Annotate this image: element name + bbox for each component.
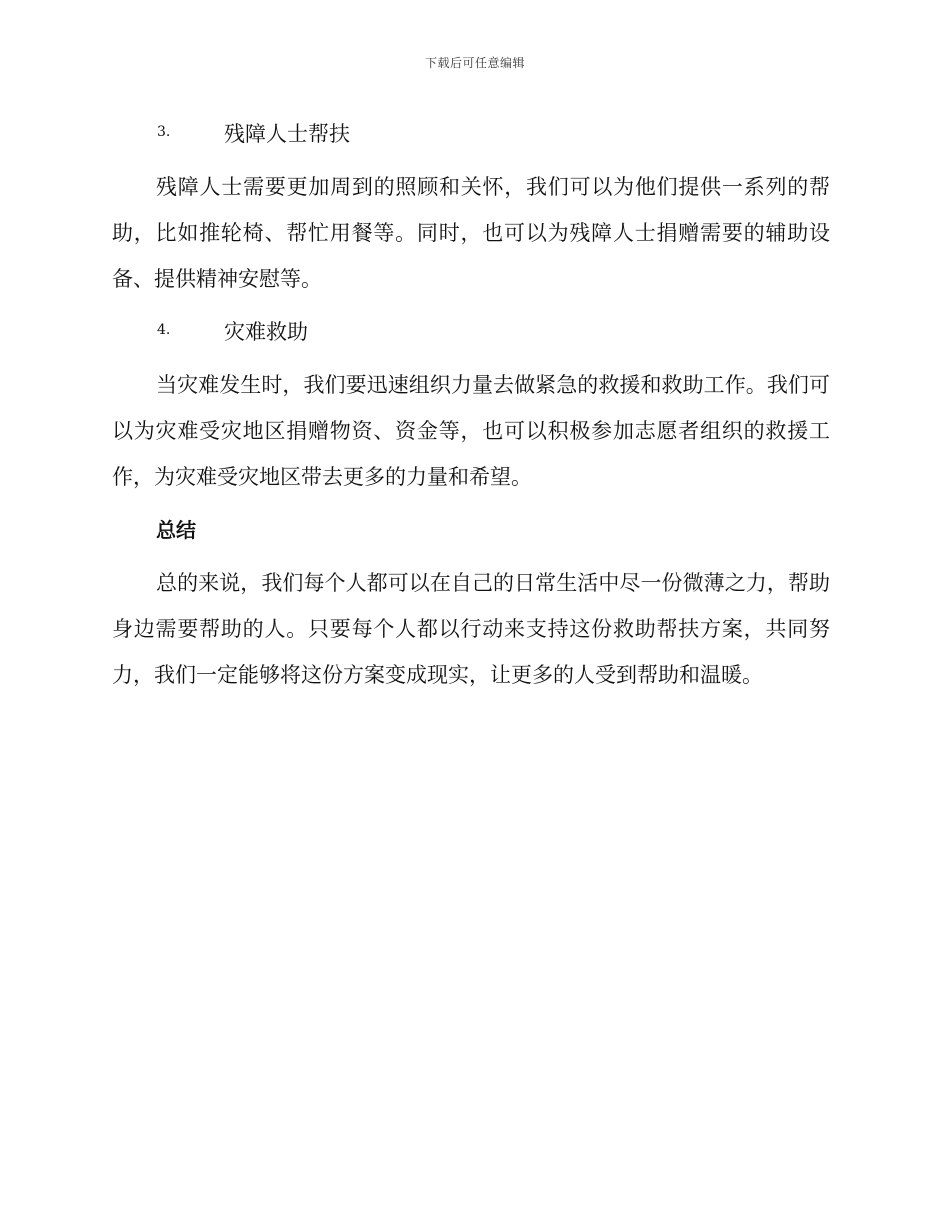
section-title: 残障人士帮扶 — [224, 122, 350, 146]
section-heading-disaster-relief — [112, 314, 830, 350]
section-number: 3. — [157, 124, 171, 140]
section-heading-disability-support — [112, 116, 830, 152]
page-header: 下载后可任意编辑 — [424, 56, 525, 70]
section-number: 4. — [157, 322, 171, 338]
summary-paragraph: 总的来说，我们每个人都可以在自己的日常生活中尽一份微薄之力，帮助身边需要帮助的人。只要每个人都以行动来支持这份救助帮扶方案，共同努力，我们一定能够将这份方案变成现实，让更多的人受到帮助和温暖。 — [112, 571, 830, 687]
summary-heading: 总结 — [156, 518, 196, 542]
section-paragraph-disaster-relief: 当灾难发生时，我们要迅速组织力量去做紧急的救援和救助工作。我们可以为灾难受灾地区捐赠物资、资金等，也可以积极参加志愿者组织的救援工作，为灾难受灾地区带去更多的力量和希望。 — [112, 373, 830, 489]
document-body — [112, 112, 830, 710]
section-paragraph-disability-support: 残障人士需要更加周到的照顾和关怀，我们可以为他们提供一系列的帮助，比如推轮椅、帮忙用餐等。同时，也可以为残障人士捐赠需要的辅助设备、提供精神安慰等。 — [112, 175, 830, 291]
section-title: 灾难救助 — [224, 320, 308, 344]
